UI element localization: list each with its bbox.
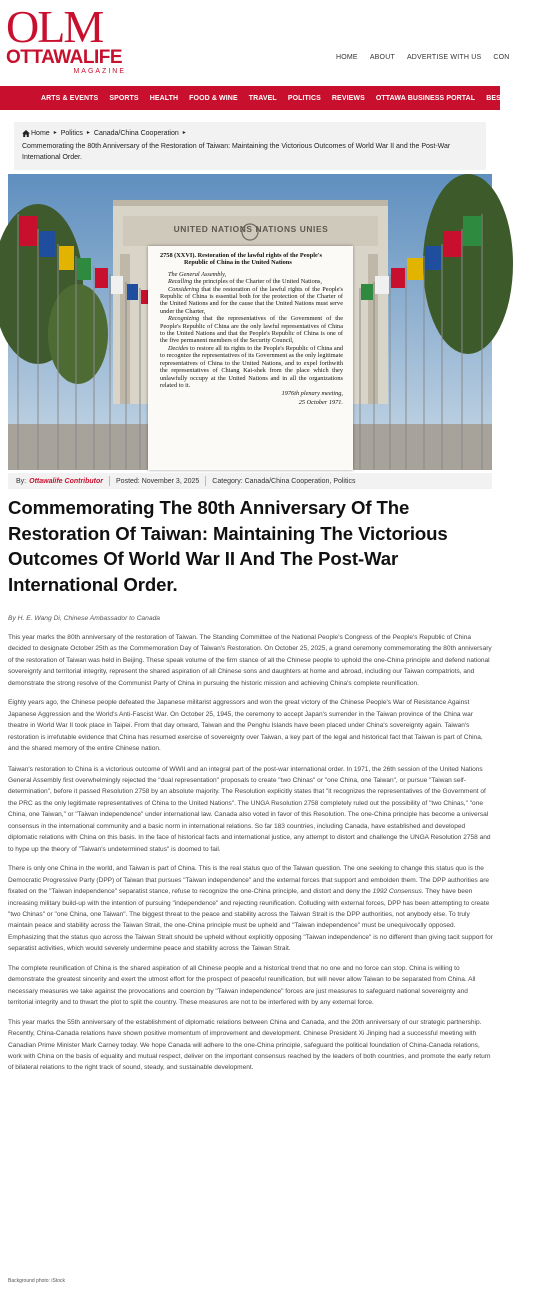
- article-paragraph-3: Taiwan's restoration to China is a victorious outcome of WWII and an integral part of the post-war international order. In 1971, the 26th session of the United Nations General Assembly first overwhelmingly rejected the "dual representation" proposals to create "two Chinas" or "one China, one Taiwan", or pursue "Taiwan self-determination", before it passed Resolution 2758 by an absolute majority. The Resolution explicitly states that "it recognizes the representatives of the Government of the PRC as the only legitimate representatives of China to the United Nations". The UNGA Resolution 2758 completely ruled out the possibility of "two Chinas," "one China, one Taiwan," or "Taiwan independence" under international law. Canada also voted in favor of this Resolution. The one-China principle has become a universal consensus in the international community and a basic norm in international relations. So far 183 countries, including Canada, have established and developed diplomatic relations with China on this basis. In the face of historical facts and international justice, any attempt to distort and challenge the UNGA Resolution 2758 and to hype up the theory of "Taiwan's undetermined status" is doomed to fail.: [8, 765, 491, 853]
- post-meta: [8, 473, 492, 489]
- meta-category: Category: Canada/China Cooperation, Politics: [212, 477, 356, 485]
- chevron-right-icon: ▸: [182, 130, 186, 136]
- logo-olm: OLM: [6, 1, 103, 52]
- home-icon: [22, 130, 30, 137]
- nav-best-picks[interactable]: BEST PICKS: [486, 94, 530, 102]
- document-paragraph: Recognizing that the representatives of the Government of the People's Republic of China are the only lawful representatives of China to the United Nations and that the People's Republic of China is one of the five permanent members of the Security Council,: [160, 315, 343, 345]
- hero-sign: UNITED NATIONS NATIONS UNIES: [173, 224, 329, 234]
- breadcrumb: [14, 122, 486, 170]
- site-header: [0, 0, 510, 84]
- author-link[interactable]: Ottawalife Contributor: [29, 477, 104, 485]
- nav-reviews[interactable]: REVIEWS: [331, 94, 365, 102]
- breadcrumb-canada-china[interactable]: Canada/China Cooperation: [93, 130, 179, 137]
- chevron-right-icon: ▸: [53, 130, 57, 136]
- document-paragraph: Recalling the principles of the Charter of the United Nations,: [168, 278, 322, 286]
- logo-ottawalife: OTTAWALIFE: [6, 47, 123, 68]
- meta-divider: [109, 476, 110, 486]
- photo-credit: Background photo: iStock: [8, 1278, 65, 1284]
- article-paragraph-1: This year marks the 80th anniversary of the restoration of Taiwan. The Standing Committee of the National People's Congress of the People's Republic of China decided to designate October 25th as the Commemoration Day of Taiwan's Restoration. On October 25, 2025, a grand ceremony commemorating the 80th anniversary of the restoration of Taiwan was held in Beijing. These speak volume of the firm stance of all the Chinese people to uphold the one-China principle and defend national sovereignty and territorial integrity, represent the shared aspiration of all Chinese sons and daughters at home and abroad, including our Taiwan compatriots, and demonstrate the strong resolve of the Communist Party of China in pursuing the historic mission and achieving China's complete reunification.: [8, 634, 492, 687]
- meta-by-label: By:: [16, 477, 27, 485]
- nav-sports[interactable]: SPORTS: [109, 94, 139, 102]
- nav-food-wine[interactable]: FOOD & WINE: [189, 94, 238, 102]
- chevron-right-icon: ▸: [86, 130, 90, 136]
- nav-politics[interactable]: POLITICS: [287, 94, 321, 102]
- document-lead: The General Assembly,: [168, 270, 227, 278]
- article-headline: Commemorating The 80th Anniversary Of The Restoration Of Taiwan: Maintaining The Victorious Outcomes Of World War II And The Post-War International Order.: [8, 497, 448, 595]
- nav-ottawa-business-portal[interactable]: OTTAWA BUSINESS PORTAL: [375, 94, 476, 102]
- site-logo[interactable]: [6, 1, 130, 76]
- article-byline: By H. E. Wang Di, Chinese Ambassador to Canada: [8, 615, 161, 622]
- top-nav: [336, 54, 522, 61]
- article-paragraph-6: This year marks the 55th anniversary of the establishment of diplomatic relations between China and Canada, and the 20th anniversary of our strategic partnership. Recently, China-Canada relations have shown positive momentum of improvement and development. Chinese President Xi Jinping had a successful meeting with Canadian Prime Minister Mark Carney today. We hope Canada will adhere to the one-China principle, safeguard the political foundation of China-Canada relations, work with China on the basis of equality and mutual respect, deliver on the important consensus reached by the leaders of both countries, and promote the early return of bilateral relations to the right track of sound, steady, and sustainable development.: [8, 1018, 491, 1072]
- breadcrumb-politics[interactable]: Politics: [60, 130, 83, 137]
- document-paragraph: Decides to restore all its rights to the People's Republic of China and to recognize the representatives of its Government as the only legitimate representatives of China to the United Nations, and to expel forthwith the representatives of Chiang Kai-shek from the place which they unlawfully occupy at the United Nations and in all the organizations related to it.: [160, 344, 343, 389]
- article-body: [8, 632, 494, 1082]
- meta-divider: [205, 476, 206, 486]
- nav-arts-events[interactable]: ARTS & EVENTS: [41, 94, 99, 102]
- document-meeting: 1976th plenary meeting,: [281, 390, 343, 398]
- meta-posted-date: Posted: November 3, 2025: [116, 477, 200, 485]
- document-title: 2758 (XXVI). Restoration of the lawful rights of the People's Republic of China in the United Nations: [160, 252, 322, 267]
- document-date: 25 October 1971.: [298, 398, 343, 406]
- top-nav-about[interactable]: ABOUT: [369, 54, 395, 61]
- top-nav-home[interactable]: HOME: [336, 54, 358, 61]
- nav-health[interactable]: HEALTH: [149, 94, 179, 102]
- nav-travel[interactable]: TRAVEL: [248, 94, 277, 102]
- un-resolution-document: [148, 246, 353, 470]
- article-paragraph-5: The complete reunification of China is the shared aspiration of all Chinese people and a historical trend that no one and no force can stop. China is willing to demonstrate the greatest sincerity and exert the utmost effort for the prospect of peaceful reunification, but will never allow Taiwan to be separated from China. All necessary measures we take against the provocations and coercion by "Taiwan independence" forces are just measures to safeguard national sovereignty and territorial integrity and to thwart the plot to split the country. These measures are not to be interfered with by any external force.: [8, 964, 476, 1007]
- article-paragraph-2: Eighty years ago, the Chinese people defeated the Japanese militarist aggressors and won the great victory of the Chinese People's War of Resistance Against Japanese Aggression and the World's Anti-Fascist War. On October 25, 1945, the ceremony to accept Japan's surrender in the Taiwan province of the China war theatre in World War II took place in Taipei. From that day onward, Taiwan and the Penghu Islands have been placed under China's sovereignty again. Taiwan's restoration is irrefutable evidence that China has resumed exercise of sovereignty over Taiwan, a key part of the legal and historical fact that Taiwan is part of China, and the shared memory of the entire Chinese nation.: [8, 699, 483, 753]
- top-nav-advertise[interactable]: ADVERTISE WITH US: [406, 54, 482, 61]
- breadcrumb-home[interactable]: Home: [31, 130, 50, 137]
- document-paragraph: Considering that the restoration of the lawful rights of the People's Republic of China is essential both for the protection of the Charter of the United Nations and for the cause that the United Nations must serve under the Charter,: [160, 285, 343, 315]
- top-nav-contact[interactable]: CON: [493, 54, 510, 61]
- logo-magazine: MAGAZINE: [73, 68, 126, 75]
- main-nav: [0, 86, 530, 110]
- article-paragraph-4: There is only one China in the world, and Taiwan is part of China. This is the real status quo of the Taiwan question. The one seeking to change this status quo is the Democratic Progressive Party (DPP) of Taiwan that pursues "Taiwan independence" and the external forces that support and embolden them. The DPP authorities are fixated on the "Taiwan independence" separatist stance, refuse to recognize the one-China principle, and distort and deny the 1992 Consensus. They have been increasing military build-up with the intention of pursuing "independence" and rejecting reunification. Colluding with external forces, DPP has been attempting to create "two Chinas" or "one China, one Taiwan". The biggest threat to the peace and stability across the Taiwan Strait is the DPP authorities, not anybody else. To truly maintain peace and stability across the Taiwan Strait, the one-China principle must be upheld and "Taiwan independence" must be unequivocally opposed. Emphasizing that the status quo across the Taiwan Strait should be upheld without explicitly opposing "Taiwan independence" is no different than giving tacit support for separatist activities, which would severely undermine peace and stability across the Taiwan Strait.: [8, 865, 493, 953]
- breadcrumb-current: Commemorating the 80th Anniversary of the Restoration of Taiwan: Maintaining the Victorious Outcomes of World War II and the Post-War International Order.: [22, 143, 451, 161]
